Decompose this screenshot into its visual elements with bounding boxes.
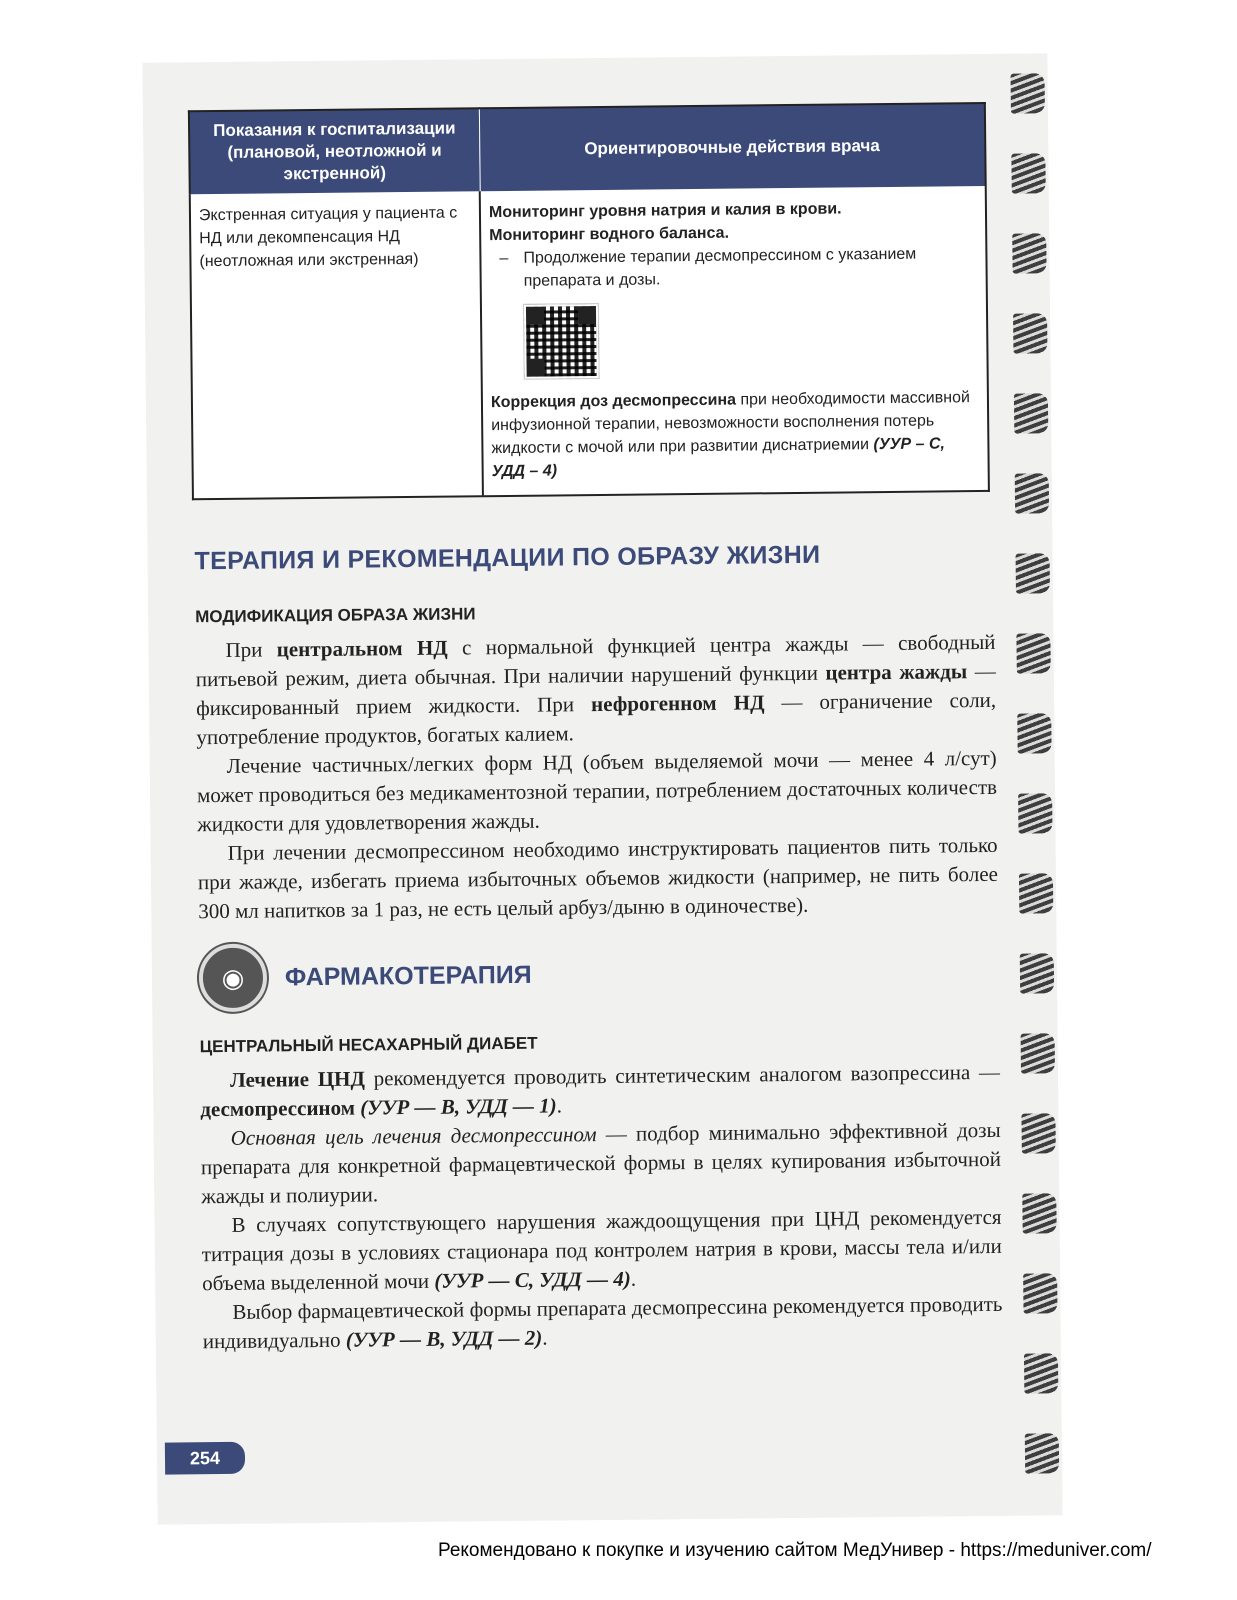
paragraph	[195, 628, 996, 752]
text-run: — фиксированный прием жидкости. При	[196, 658, 996, 721]
binding-coil	[1021, 1113, 1055, 1153]
subsection-title-central-di: ЦЕНТРАЛЬНЫЙ НЕСАХАРНЫЙ ДИАБЕТ	[199, 1033, 538, 1057]
evidence-level: (УУР — В, УДД — 2)	[345, 1325, 543, 1352]
text-run-bold: Лечение ЦНД	[229, 1066, 366, 1092]
monitor-water-text: Мониторинг водного баланса.	[489, 224, 730, 245]
binding-coil	[1021, 1033, 1055, 1073]
text-run-bold: нефрогенном НД	[590, 690, 765, 717]
page-number: 254	[165, 1442, 245, 1475]
text-run: — подбор минимально эффективной дозы препарата для конкретной фармацевтической формы в целях купирования избыточной жажды и полиурии.	[200, 1117, 1002, 1209]
table-header-indications: Показания к госпитализации (плановой, неотложной и экстренной)	[189, 108, 480, 194]
section-title-pharma: ФАРМАКОТЕРАПИЯ	[284, 960, 532, 991]
text-run-bold: десмопрессином	[200, 1095, 356, 1122]
evidence-level: (УУР — С, УДД — 4)	[434, 1266, 631, 1293]
binding-coil	[1022, 1193, 1056, 1233]
text-run: В случаях сопутствующего нарушения жаждоощущения при ЦНД рекомендуется титрация дозы в условиях стационара под контролем натрия в крови, массы тела и/или объема выделенной мочи	[201, 1204, 1002, 1296]
footer-link[interactable]: Рекомендовано к покупке и изучению сайтом МедУнивер - https://meduniver.com/	[438, 1540, 1152, 1561]
text-run: рекомендуется проводить синтетическим аналогом вазопрессина —	[364, 1059, 1001, 1091]
binding-coil	[1013, 313, 1047, 353]
text-run-bold: центральном НД	[276, 635, 448, 662]
text-run-italic: Основная цель лечения десмопрессином	[230, 1122, 597, 1150]
table-header-actions: Ориентировочные действия врача	[479, 103, 986, 191]
binding-coil	[1011, 153, 1045, 193]
binding-coil	[1016, 553, 1050, 593]
qr-code[interactable]	[524, 304, 599, 379]
hospitalization-table	[188, 102, 990, 500]
list-item	[489, 242, 975, 293]
subsection-title-lifestyle: МОДИФИКАЦИЯ ОБРАЗА ЖИЗНИ	[195, 604, 476, 627]
dash-bullet: –	[499, 249, 509, 268]
binding-coil	[1025, 1433, 1059, 1473]
book-page	[142, 53, 1062, 1524]
paragraph	[200, 1116, 1001, 1211]
table-row	[190, 186, 989, 499]
dose-correction-bold: Коррекция доз десмопрессина	[490, 391, 737, 412]
paragraph	[202, 1290, 1003, 1356]
continue-therapy-text: Продолжение терапии десмопрессином с указанием препарата и дозы.	[523, 245, 917, 290]
table-cell-indication: Экстренная ситуация у пациента с НД или декомпенсация НД (неотложная или экстренная)	[190, 191, 483, 499]
binding-coil	[1024, 1353, 1058, 1393]
binding-coil	[1014, 393, 1048, 433]
lifestyle-text	[195, 628, 998, 926]
text-run: Выбор фармацевтической формы препарата десмопрессина рекомендуется проводить индивидуально	[202, 1291, 1003, 1354]
paragraph	[201, 1203, 1002, 1298]
pills-bottle-icon: ◉	[199, 944, 268, 1013]
pharma-heading	[199, 941, 532, 1012]
binding-coil	[1016, 633, 1050, 673]
binding-coil	[1020, 953, 1054, 993]
text-run: с нормальной функцией центра жажды — свободный питьевой режим, диета обычная. При наличии нарушений функции	[195, 629, 996, 692]
table-cell-actions	[480, 186, 989, 496]
evidence-level: (УУР — В, УДД — 1)	[354, 1093, 557, 1120]
paragraph: Лечение частичных/легких форм НД (объем выделяемой мочи — менее 4 л/сут) может проводиться без медикаментозной терапии, потреблением достаточных количеств жидкости для удовлетворения жажды.	[196, 745, 998, 837]
text-run: .	[556, 1093, 563, 1118]
text-run: .	[542, 1325, 548, 1350]
paragraph	[200, 1058, 1001, 1124]
text-run: .	[630, 1266, 637, 1291]
binding-coil	[1018, 793, 1052, 833]
binding-coil	[1017, 713, 1051, 753]
binding-coil	[1023, 1273, 1057, 1313]
dose-correction-text	[491, 386, 978, 483]
pharma-text	[200, 1058, 1003, 1356]
binding-coil	[1019, 873, 1053, 913]
binding-coil	[1011, 73, 1045, 113]
binding-coil	[1015, 473, 1049, 513]
text-run: — ограничение соли, употребление продуктов, богатых калием.	[196, 687, 997, 750]
section-title-therapy: ТЕРАПИЯ И РЕКОМЕНДАЦИИ ПО ОБРАЗУ ЖИЗНИ	[194, 540, 821, 576]
monitor-sodium-text: Мониторинг уровня натрия и калия в крови.	[488, 200, 842, 222]
spiral-binding	[1011, 73, 1066, 1493]
paragraph: При лечении десмопрессином необходимо инструктировать пациентов пить только при жажде, избегать приема избыточных объемов жидкости (например, не пить более 300 мл напитков за 1 раз, не есть целый арбуз/дыню в одиночестве).	[197, 832, 999, 924]
text-run: При	[225, 637, 277, 662]
table-header-row	[189, 103, 986, 194]
binding-coil	[1012, 233, 1046, 273]
text-run-bold: центра жажды	[825, 659, 968, 685]
dose-correction-body: при необходимости массивной инфузионной терапии, невозможности восполнения потерь жидкости с мочой или при развитии диснатриемии	[491, 389, 970, 458]
evidence-level: (УУР – С, УДД – 4)	[491, 435, 946, 481]
